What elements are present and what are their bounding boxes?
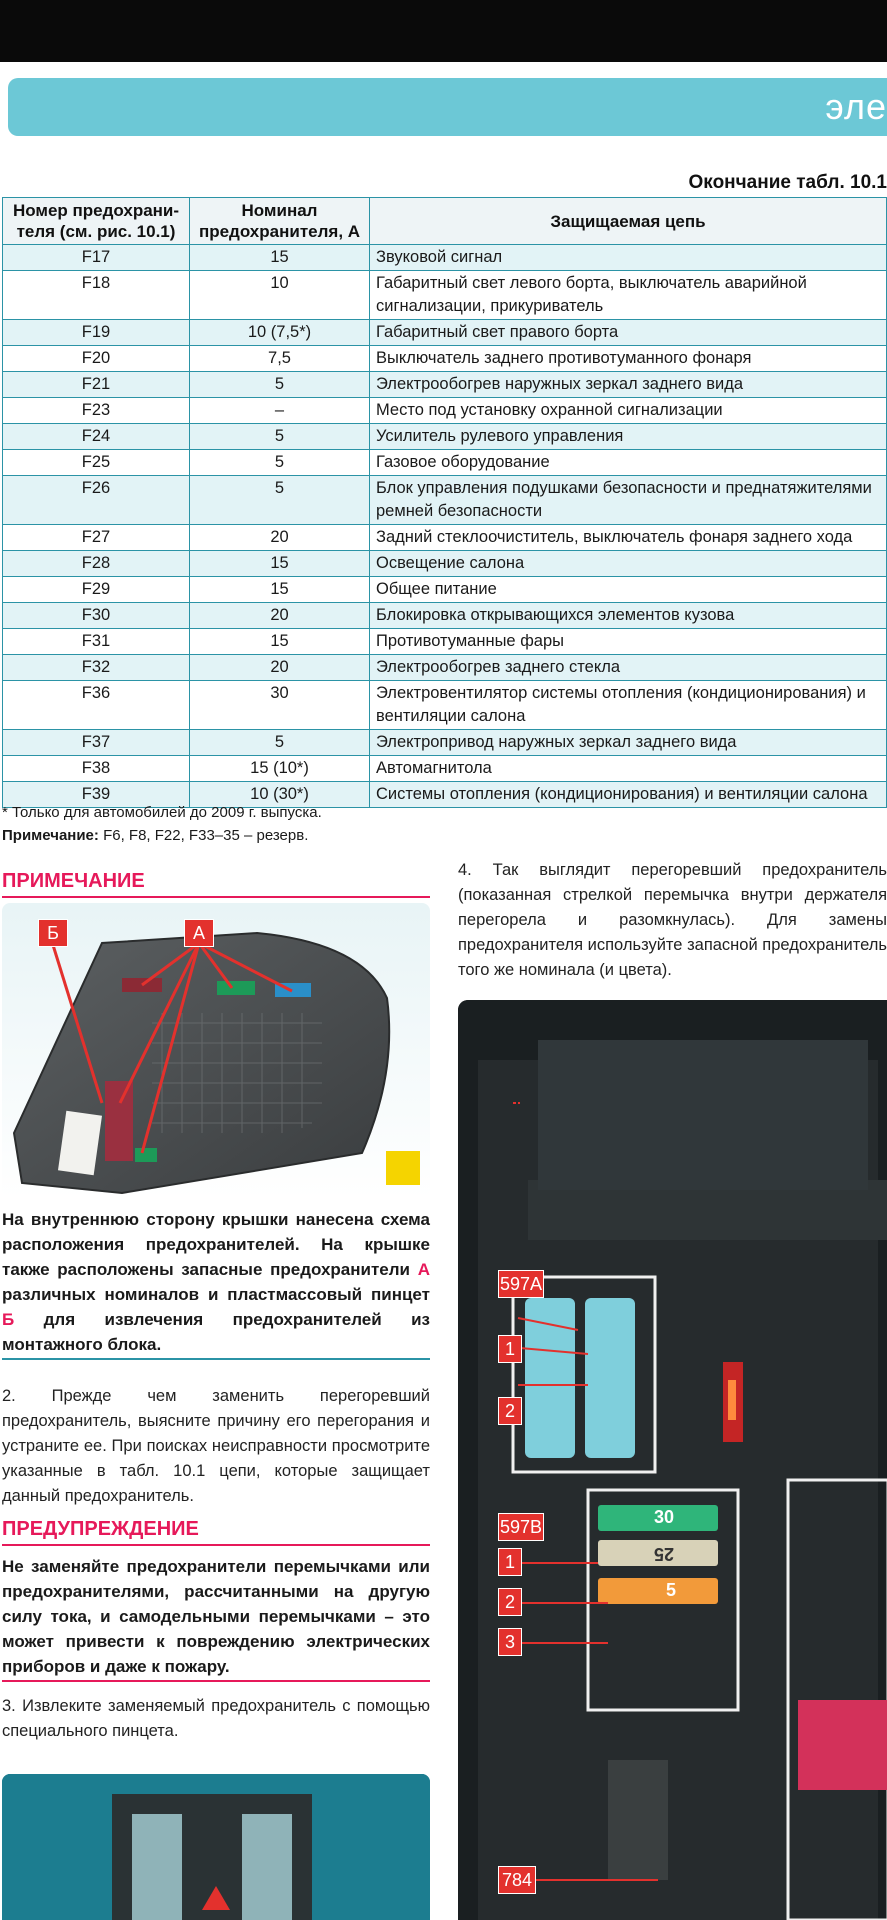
fuse-number-cell: F28: [3, 551, 190, 577]
table-row: [3, 398, 887, 424]
header-protected-circuit: Защищаемая цепь: [370, 198, 887, 245]
fuse-number-cell: F31: [3, 629, 190, 655]
footnote-note: [2, 824, 322, 847]
section-header-word: эле: [825, 86, 887, 127]
fuse-number-cell: F25: [3, 450, 190, 476]
label-784: 784: [498, 1866, 536, 1894]
fuse-rating-cell: 5: [190, 450, 370, 476]
fuse-number-cell: F37: [3, 730, 190, 756]
note-heading: ПРИМЕЧАНИЕ: [2, 870, 430, 898]
paragraph-step-3: 3. Извлеките заменяемый предохранитель с помощью специального пинцета.: [2, 1697, 430, 1740]
caption-marker-a: А: [417, 1260, 430, 1279]
protected-circuit-cell: Место под установку охранной сигнализации: [370, 398, 887, 424]
fuse-number-cell: F36: [3, 681, 190, 730]
warning-divider: [2, 1680, 430, 1682]
table-footnotes: [2, 801, 322, 847]
fuse-number-cell: F18: [3, 271, 190, 320]
protected-circuit-cell: Выключатель заднего противотуманного фонаря: [370, 346, 887, 372]
fuse-number-cell: F21: [3, 372, 190, 398]
label-597b: 597B: [498, 1513, 544, 1541]
fuse-rating-cell: 15: [190, 629, 370, 655]
table-row: [3, 655, 887, 681]
protected-circuit-cell: Освещение салона: [370, 551, 887, 577]
table-row: [3, 372, 887, 398]
protected-circuit-cell: Газовое оборудование: [370, 450, 887, 476]
fuse-rating-cell: 15 (10*): [190, 756, 370, 782]
table-row: [3, 525, 887, 551]
fuse-rating-cell: 5: [190, 476, 370, 525]
caption-divider: [2, 1358, 430, 1360]
table-row: [3, 603, 887, 629]
callout-b: Б: [38, 919, 68, 947]
label-597a: 597A: [498, 1270, 544, 1298]
table-row: [3, 756, 887, 782]
fuse-rating-cell: –: [190, 398, 370, 424]
protected-circuit-cell: Блок управления подушками безопасности и преднатяжителями ремней безопасности: [370, 476, 887, 525]
fuse-number-cell: F39: [3, 782, 190, 808]
footnote-asterisk: * Только для автомобилей до 2009 г. выпуска.: [2, 804, 322, 821]
paragraph-step-4: 4. Так выглядит перегоревший предохранитель (показанная стрелкой перемычка внутри держателя перегорела и разомкнулась). Для замены предохранителя используйте запасной предохранитель того же номинала (и цвета).: [458, 861, 887, 979]
fuse-rating-cell: 5: [190, 730, 370, 756]
paragraph-step-2: 2. Прежде чем заменить перегоревший предохранитель, выясните причину его перегорания и устраните ее. При поисках неисправности просмотрите указанные в табл. 10.1 цепи, которые защищает данный предохранитель.: [2, 1387, 430, 1505]
fuse-rating-cell: 20: [190, 603, 370, 629]
footnote-note-label: Примечание:: [2, 827, 99, 844]
fuse-number-cell: F27: [3, 525, 190, 551]
callout-a: А: [184, 919, 214, 947]
fuse-rating-cell: 10 (30*): [190, 782, 370, 808]
protected-circuit-cell: Автомагнитола: [370, 756, 887, 782]
fuse-number-cell: F19: [3, 320, 190, 346]
fuse-number-cell: F32: [3, 655, 190, 681]
fuse-rating-cell: 7,5: [190, 346, 370, 372]
table-row: [3, 476, 887, 525]
fuse-rating-cell: 30: [190, 681, 370, 730]
protected-circuit-cell: Противотуманные фары: [370, 629, 887, 655]
tweezers-photo: [2, 1774, 430, 1920]
table-row: [3, 271, 887, 320]
table-row: [3, 577, 887, 603]
protected-circuit-cell: Электрообогрев наружных зеркал заднего вида: [370, 372, 887, 398]
fuse-number-cell: F38: [3, 756, 190, 782]
protected-circuit-cell: Задний стеклоочиститель, выключатель фонаря заднего хода: [370, 525, 887, 551]
fuse-number-cell: F17: [3, 245, 190, 271]
table-header-row: [3, 198, 887, 245]
lid-photo-caption: На внутреннюю сторону крышки нанесена схема расположения предохранителей. На крышке также расположены запасные предохранители А различных номиналов и пластмассовый пинцет Б для извлечения предохранителей из монтажного блока.: [2, 1210, 430, 1354]
fuse-table-body: [3, 245, 887, 808]
table-row: [3, 730, 887, 756]
fuse-rating-cell: 5: [190, 372, 370, 398]
protected-circuit-cell: Электропривод наружных зеркал заднего вида: [370, 730, 887, 756]
fuse-rating-cell: 15: [190, 577, 370, 603]
fuse-number-cell: F26: [3, 476, 190, 525]
protected-circuit-cell: Общее питание: [370, 577, 887, 603]
fuse-table: [2, 197, 887, 808]
table-row: [3, 346, 887, 372]
protected-circuit-cell: Электрообогрев заднего стекла: [370, 655, 887, 681]
label-3-597b: 3: [498, 1628, 522, 1656]
table-row: [3, 424, 887, 450]
table-row: [3, 629, 887, 655]
table-row: [3, 551, 887, 577]
fuse-rating-cell: 20: [190, 525, 370, 551]
fuse-number-cell: F23: [3, 398, 190, 424]
fuse-number-cell: F29: [3, 577, 190, 603]
fuse-lid-photo: [2, 903, 430, 1198]
table-row: [3, 320, 887, 346]
warning-text: Не заменяйте предохранители перемычками или предохранителями, рассчитанными на другую силу тока, и самодельными перемычками – это может привести к повреждению электрических приборов и даже к пожару.: [2, 1557, 430, 1676]
caption-marker-b: Б: [2, 1310, 15, 1329]
fuse-number-cell: F24: [3, 424, 190, 450]
label-2-597a: 2: [498, 1397, 522, 1425]
fuse-rating-cell: 10 (7,5*): [190, 320, 370, 346]
table-caption: Окончание табл. 10.1: [688, 172, 887, 193]
protected-circuit-cell: Электровентилятор системы отопления (кондиционирования) и вентиляции салона: [370, 681, 887, 730]
warning-heading: ПРЕДУПРЕЖДЕНИЕ: [2, 1518, 430, 1546]
protected-circuit-cell: Звуковой сигнал: [370, 245, 887, 271]
fuse-label-5: 5: [666, 1580, 677, 1600]
fuse-rating-cell: 20: [190, 655, 370, 681]
table-row: [3, 245, 887, 271]
header-fuse-number: Номер предохрани- теля (см. рис. 10.1): [3, 198, 190, 245]
fuse-number-cell: F20: [3, 346, 190, 372]
fuse-label-25: 25: [654, 1544, 675, 1564]
fuse-rating-cell: 15: [190, 551, 370, 577]
section-header-band: [8, 78, 887, 136]
label-1-597a: 1: [498, 1335, 522, 1363]
fuse-label-30: 30: [654, 1507, 675, 1527]
fuse-rating-cell: 10: [190, 271, 370, 320]
table-row: [3, 450, 887, 476]
protected-circuit-cell: Системы отопления (кондиционирования) и вентиляции салона: [370, 782, 887, 808]
label-2-597b: 2: [498, 1588, 522, 1616]
label-1-597b: 1: [498, 1548, 522, 1576]
fuse-number-cell: F30: [3, 603, 190, 629]
fuse-rating-cell: 5: [190, 424, 370, 450]
protected-circuit-cell: Габаритный свет левого борта, выключатель аварийной сигнализации, прикуриватель: [370, 271, 887, 320]
footnote-note-text: F6, F8, F22, F33–35 – резерв.: [98, 827, 309, 844]
header-fuse-rating: Номинал предохранителя, А: [190, 198, 370, 245]
protected-circuit-cell: Усилитель рулевого управления: [370, 424, 887, 450]
protected-circuit-cell: Габаритный свет правого борта: [370, 320, 887, 346]
table-row: [3, 681, 887, 730]
top-black-bar: [0, 0, 887, 62]
fuse-rating-cell: 15: [190, 245, 370, 271]
protected-circuit-cell: Блокировка открывающихся элементов кузова: [370, 603, 887, 629]
fuse-block-photo: [458, 1000, 887, 1920]
